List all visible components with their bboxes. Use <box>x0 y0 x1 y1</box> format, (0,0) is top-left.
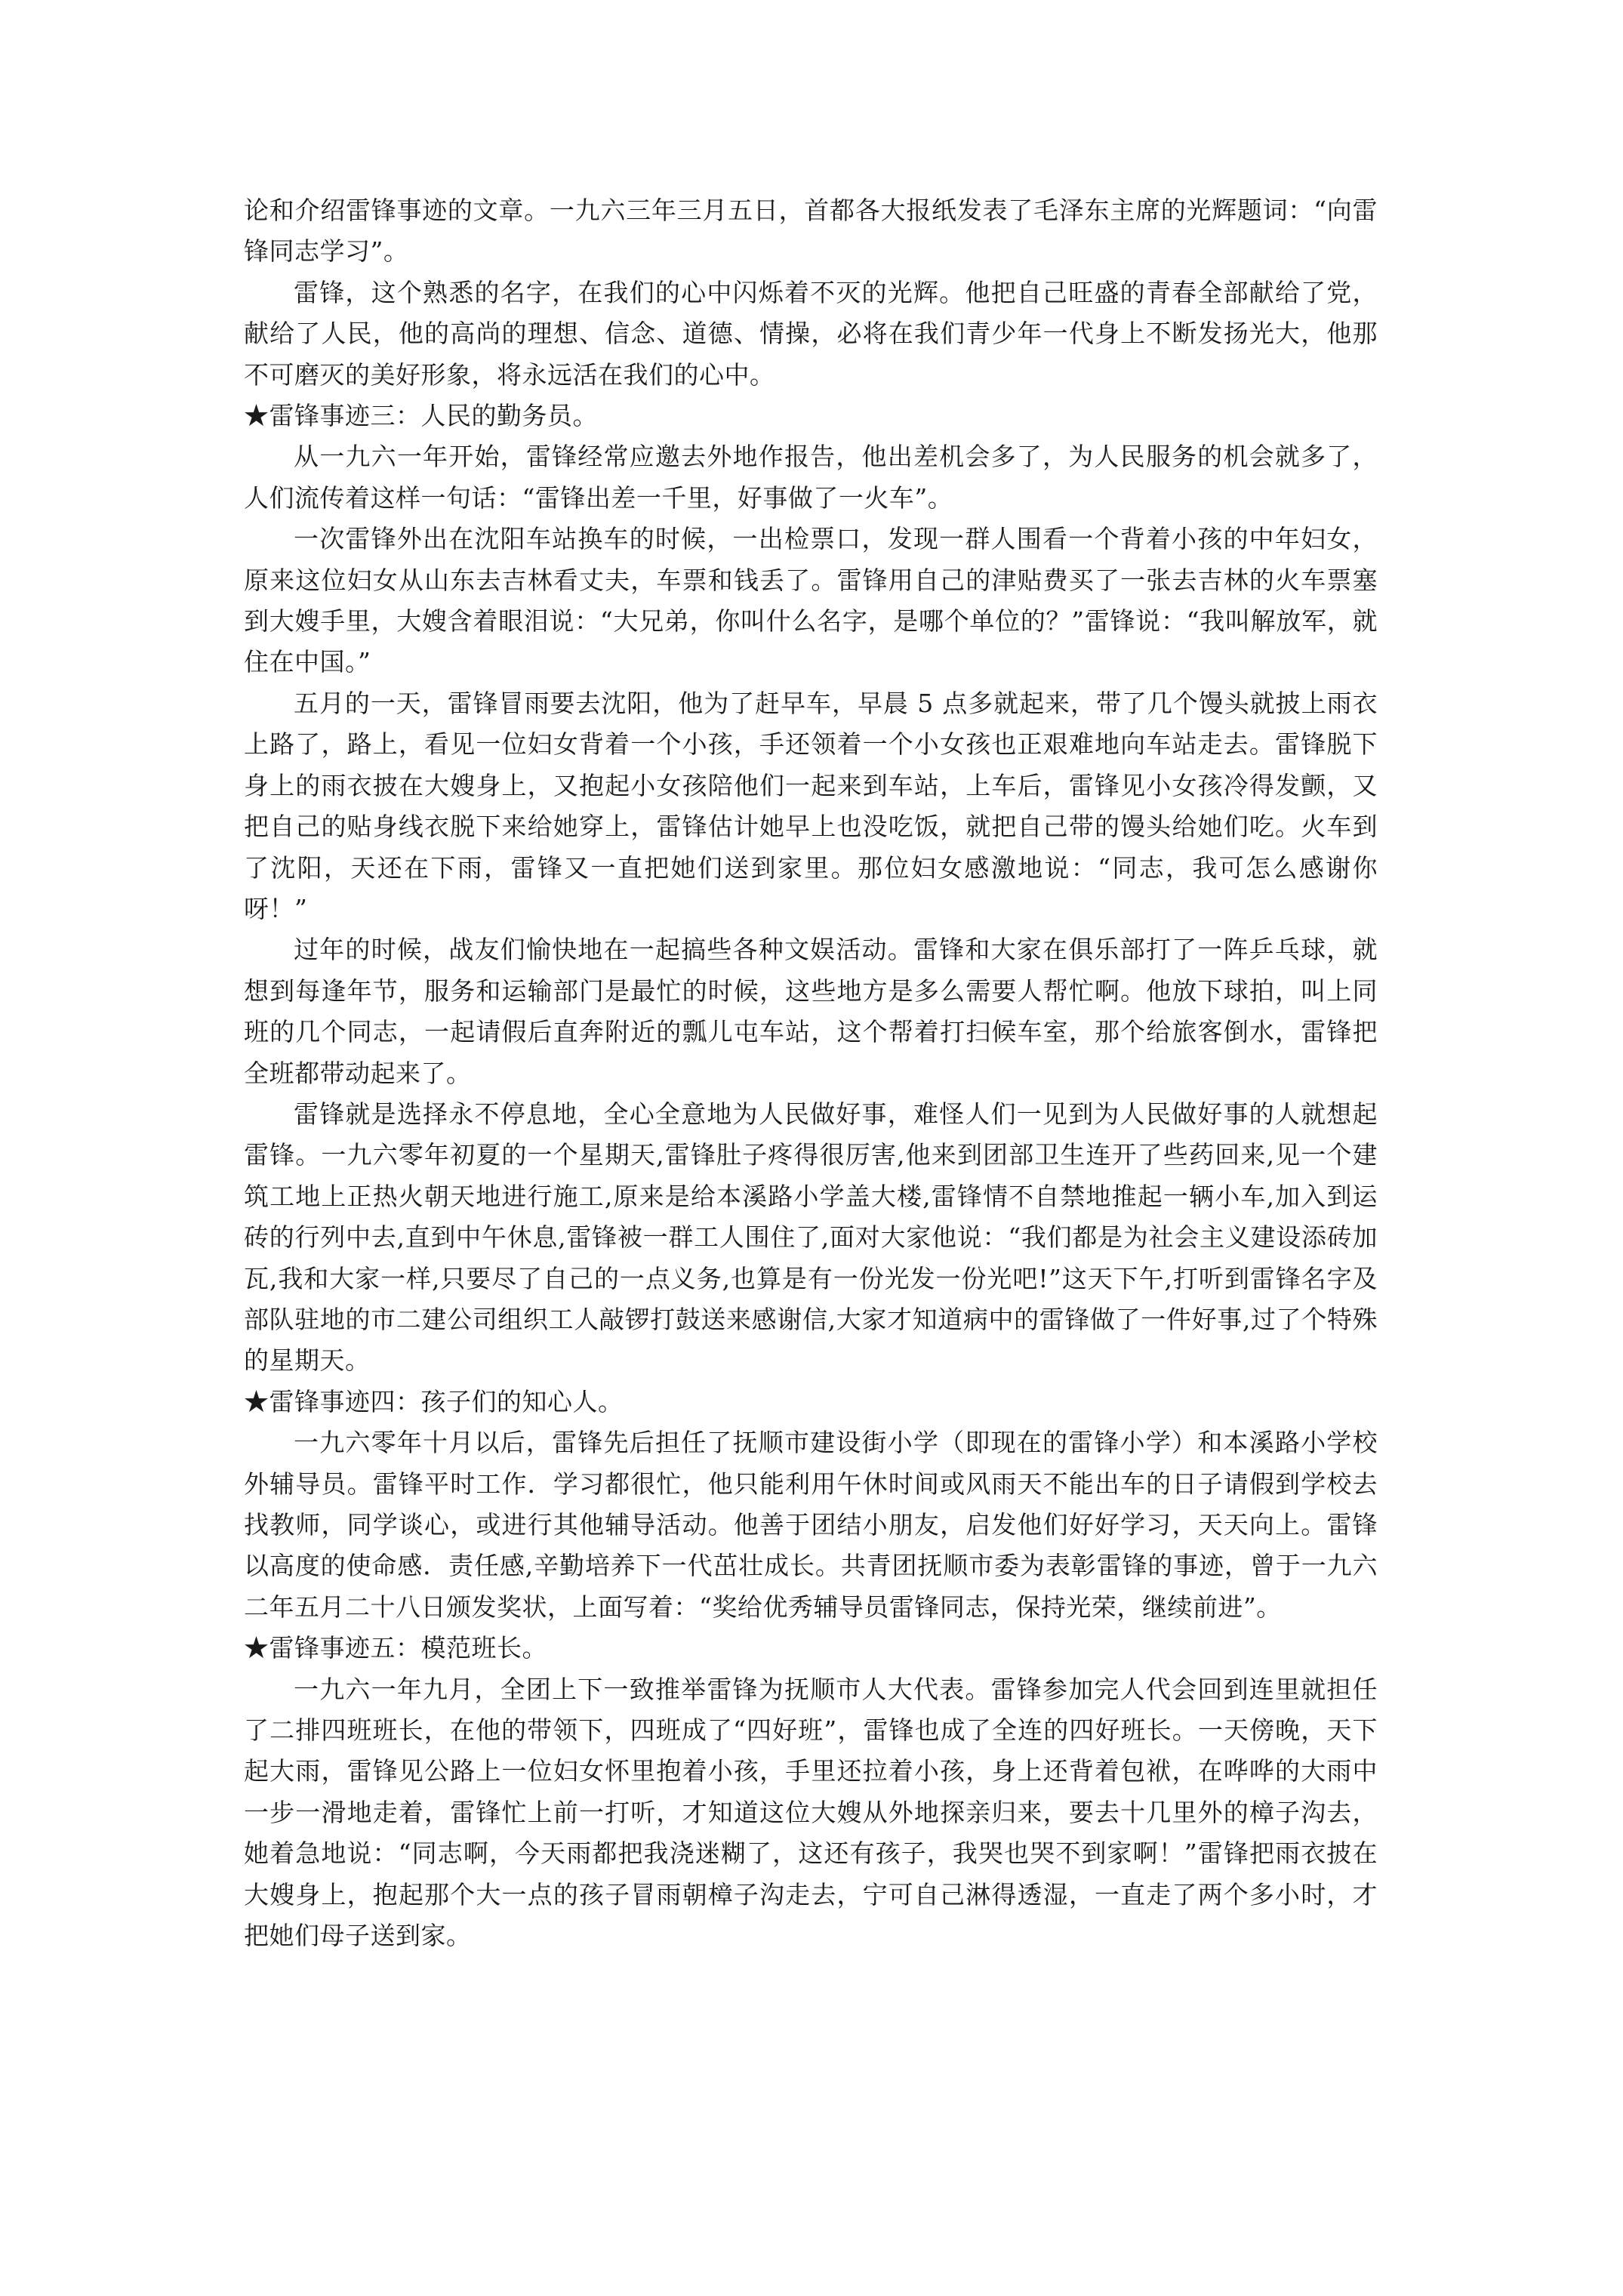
section-heading: ★雷锋事迹三：人民的勤务员。 <box>244 401 598 431</box>
section-heading: ★雷锋事迹五：模范班长。 <box>244 1633 547 1663</box>
paragraph: 过年的时候，战友们愉快地在一起搞些各种文娱活动。雷锋和大家在俱乐部打了一阵乒乓球，就想到每逢年节，服务和运输部门是最忙的时候，这些地方是多么需要人帮忙啊。他放下球拍，叫上同班的几个同志，一起请假后直奔附近的瓢儿屯车站，这个帮着打扫候车室，那个给旅客倒水，雷锋把全班都带动起来了。 <box>244 935 1378 1088</box>
paragraph: 论和介绍雷锋事迹的文章。一九六三年三月五日，首都各大报纸发表了毛泽东主席的光辉题词：“向雷锋同志学习”。 <box>244 196 1378 267</box>
paragraph: 一九六一年九月，全团上下一致推举雷锋为抚顺市人大代表。雷锋参加完人代会回到连里就担任了二排四班班长，在他的带领下，四班成了“四好班”，雷锋也成了全连的四好班长。一天傍晚，天下起大雨，雷锋见公路上一位妇女怀里抱着小孩，手里还拉着小孩，身上还背着包袱，在哗哗的大雨中一步一滑地走着，雷锋忙上前一打听，才知道这位大嫂从外地探亲归来，要去十几里外的樟子沟去，她着急地说：“同志啊，今天雨都把我浇迷糊了，这还有孩子，我哭也哭不到家啊！”雷锋把雨衣披在大嫂身上，抱起那个大一点的孩子冒雨朝樟子沟走去，宁可自己淋得透湿，一直走了两个多小时，才把她们母子送到家。 <box>244 1674 1378 1951</box>
section-heading: ★雷锋事迹四：孩子们的知心人。 <box>244 1386 624 1416</box>
paragraph: 雷锋就是选择永不停息地，全心全意地为人民做好事，难怪人们一见到为人民做好事的人就想起雷锋。一九六零年初夏的一个星期天,雷锋肚子疼得很厉害,他来到团部卫生连开了些药回来,见一个建筑工地上正热火朝天地进行施工,原来是给本溪路小学盖大楼,雷锋情不自禁地推起一辆小车,加入到运砖的行列中去,直到中午休息,雷锋被一群工人围住了,面对大家他说：“我们都是为社会主义建设添砖加瓦,我和大家一样,只要尽了自己的一点义务,也算是有一份光发一份光吧!”这天下午,打听到雷锋名字及部队驻地的市二建公司组织工人敲锣打鼓送来感谢信,大家才知道病中的雷锋做了一件好事,过了个特殊的星期天。 <box>244 1099 1378 1376</box>
paragraph: 五月的一天，雷锋冒雨要去沈阳，他为了赶早车，早晨 5 点多就起来，带了几个馒头就披上雨衣上路了，路上，看见一位妇女背着一个小孩，手还领着一个小女孩也正艰难地向车站走去。雷锋脱下身上的雨衣披在大嫂身上，又抱起小女孩陪他们一起来到车站，上车后，雷锋见小女孩冷得发颤，又把自己的贴身线衣脱下来给她穿上，雷锋估计她早上也没吃饭，就把自己带的馒头给她们吃。火车到了沈阳，天还在下雨，雷锋又一直把她们送到家里。那位妇女感激地说：“同志，我可怎么感谢你呀！” <box>244 688 1378 923</box>
paragraph: 一次雷锋外出在沈阳车站换车的时候，一出检票口，发现一群人围看一个背着小孩的中年妇女，原来这位妇女从山东去吉林看丈夫，车票和钱丢了。雷锋用自己的津贴费买了一张去吉林的火车票塞到大嫂手里，大嫂含着眼泪说：“大兄弟，你叫什么名字，是哪个单位的？”雷锋说：“我叫解放军，就住在中国。” <box>244 524 1378 677</box>
paragraph: 一九六零年十月以后，雷锋先后担任了抚顺市建设街小学（即现在的雷锋小学）和本溪路小学校外辅导员。雷锋平时工作．学习都很忙，他只能利用午休时间或风雨天不能出车的日子请假到学校去找教师，同学谈心，或进行其他辅导活动。他善于团结小朋友，启发他们好好学习，天天向上。雷锋以高度的使命感．责任感,辛勤培养下一代茁壮成长。共青团抚顺市委为表彰雷锋的事迹，曾于一九六二年五月二十八日颁发奖状，上面写着：“奖给优秀辅导员雷锋同志，保持光荣，继续前进”。 <box>244 1428 1378 1622</box>
paragraph: 从一九六一年开始，雷锋经常应邀去外地作报告，他出差机会多了，为人民服务的机会就多了，人们流传着这样一句话：“雷锋出差一千里，好事做了一火车”。 <box>244 442 1378 513</box>
paragraph: 雷锋，这个熟悉的名字，在我们的心中闪烁着不灭的光辉。他把自己旺盛的青春全部献给了党，献给了人民，他的高尚的理想、信念、道德、情操，必将在我们青少年一代身上不断发扬光大，他那不可磨灭的美好形象，将永远活在我们的心中。 <box>244 277 1378 390</box>
document-body <box>244 190 1378 1956</box>
